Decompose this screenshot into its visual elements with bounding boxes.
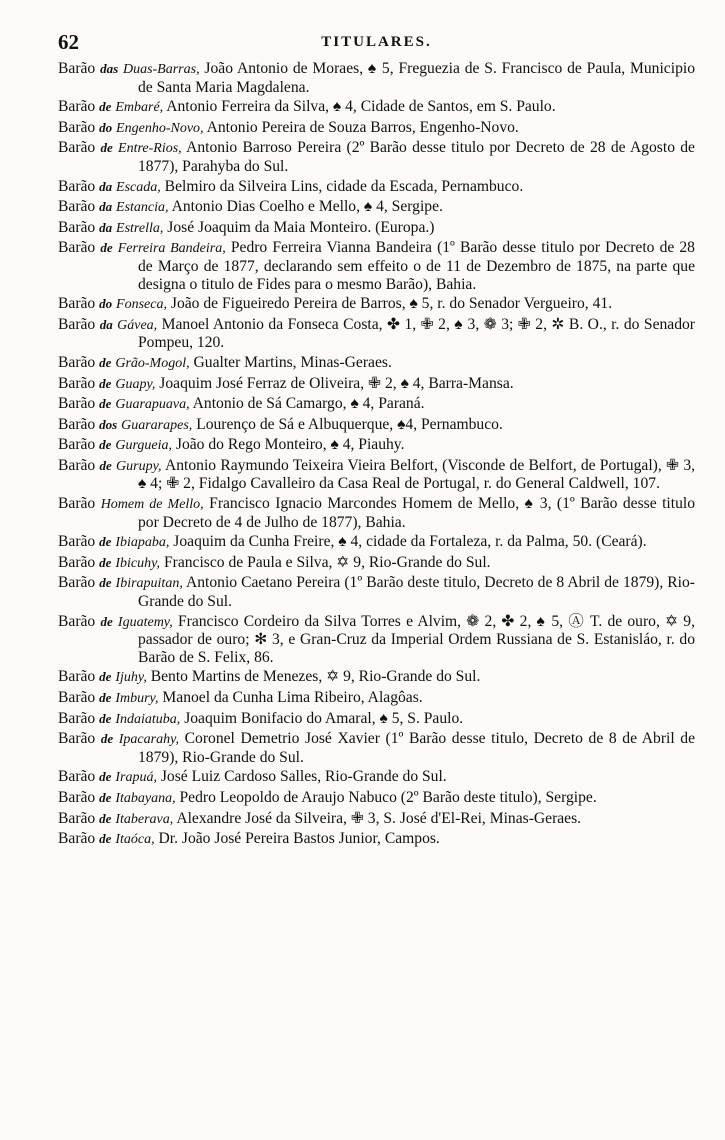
- entry-embare: Barão de Embaré, Antonio Ferreira da Silva, ♠ 4, Cidade de Santos, em S. Paulo.: [58, 98, 556, 116]
- page-number: 62: [58, 30, 79, 54]
- entry-homem-de-mello: Barão Homem de Mello, Francisco Ignacio Marcondes Homem de Mello, ♠ 3, (1º Barão desse titulo por Decreto de 4 de Julho de 1877), Bahia.: [58, 495, 696, 531]
- entry-itaoca: Barão de Itaóca, Dr. João José Pereira Bastos Junior, Campos.: [58, 830, 440, 848]
- entry-itaberava: Barão de Itaberava, Alexandre José da Silveira, ✙ 3, S. José d'El-Rei, Minas-Geraes.: [58, 809, 582, 827]
- entry-guarapuava: Barão de Guarapuava, Antonio de Sá Camargo, ♠ 4, Paraná.: [58, 395, 425, 413]
- entry-guapy: Barão de Guapy, Joaquim José Ferraz de Oliveira, ✙ 2, ♠ 4, Barra-Mansa.: [58, 374, 514, 392]
- entry-gurupy: Barão de Gurupy, Antonio Raymundo Teixeira Vieira Belfort, (Visconde de Belfort, de Portugal), ✙ 3, ♠ 4; ✙ 2, Fidalgo Cavalleiro da Casa Real de Portugal, r. do General Caldwell, 107.: [58, 456, 696, 493]
- entry-estancia: Barão da Estancia, Antonio Dias Coelho e Mello, ♠ 4, Sergipe.: [58, 198, 443, 216]
- running-title: TITULARES.: [321, 34, 432, 50]
- entry-itabayana: Barão de Itabayana, Pedro Leopoldo de Araujo Nabuco (2º Barão deste titulo), Sergipe.: [58, 788, 597, 806]
- entry-duas-barras: Barão das Duas-Barras, João Antonio de Moraes, ♠ 5, Freguezia de S. Francisco de Paula, Municipio de Santa Maria Magdalena.: [58, 60, 695, 96]
- entry-entre-rios: Barão de Entre-Rios, Antonio Barroso Pereira (2º Barão desse titulo por Decreto de 28 de Agosto de 1877), Parahyba do Sul.: [58, 139, 695, 175]
- entry-irapua: Barão de Irapuá, José Luiz Cardoso Salles, Rio-Grande do Sul.: [58, 768, 447, 786]
- entry-engenho-novo: Barão do Engenho-Novo, Antonio Pereira de Souza Barros, Engenho-Novo.: [58, 118, 519, 136]
- entry-gurgueia: Barão de Gurgueia, João do Rego Monteiro, ♠ 4, Piauhy.: [58, 436, 405, 454]
- entry-escada: Barão da Escada, Belmiro da Silveira Lins, cidade da Escada, Pernambuco.: [58, 177, 524, 195]
- entry-ibiapaba: Barão de Ibiapaba, Joaquim da Cunha Freire, ♠ 4, cidade da Fortaleza, r. da Palma, 50. (Ceará).: [58, 533, 647, 551]
- entry-fonseca: Barão do Fonseca, João de Figueiredo Pereira de Barros, ♠ 5, r. do Senador Vergueiro, 41.: [58, 295, 613, 313]
- entry-iguatemy: Barão de Iguatemy, Francisco Cordeiro da Silva Torres e Alvim, ❁ 2, ✤ 2, ♠ 5, Ⓐ T. de ouro, ✡ 9, passador de ouro; ✻ 3, e Gran-Cruz da Imperial Ordem Russiana de S. Estanisláo, r. do Barão de S. Felix, 86.: [58, 612, 696, 666]
- entry-ibicuhy: Barão de Ibicuhy, Francisco de Paula e Silva, ✡ 9, Rio-Grande do Sul.: [58, 553, 491, 571]
- entry-list: [58, 60, 695, 849]
- entry-ibirapuitan: Barão de Ibirapuitan, Antonio Caetano Pereira (1º Barão deste titulo, Decreto de 8 Abril de 1879), Rio-Grande do Sul.: [58, 574, 695, 611]
- page-header: [58, 30, 695, 56]
- entry-ferreira-bandeira: Barão de Ferreira Bandeira, Pedro Ferreira Vianna Bandeira (1º Barão desse titulo por Decreto de 28 de Março de 1877, declarando sem effeito o de 11 de Dezembro de 1875, na parte que designa o titulo de Fides para o mesmo Barão), Bahia.: [58, 239, 695, 293]
- entry-gavea: Barão da Gávea, Manoel Antonio da Fonseca Costa, ✤ 1, ✙ 2, ♠ 3, ❁ 3; ✙ 2, ✲ B. O., r. do Senador Pompeu, 120.: [58, 315, 695, 352]
- entry-imbury: Barão de Imbury, Manoel da Cunha Lima Ribeiro, Alagôas.: [58, 689, 423, 706]
- entry-grao-mogol: Barão de Grão-Mogol, Gualter Martins, Minas-Geraes.: [58, 353, 392, 371]
- entry-ipacarahy: Barão de Ipacarahy, Coronel Demetrio José Xavier (1º Barão desse titulo, Decreto de 8 de Abril de 1879), Rio-Grande do Sul.: [58, 730, 696, 766]
- entry-indaiatuba: Barão de Indaiatuba, Joaquim Bonifacio do Amaral, ♠ 5, S. Paulo.: [58, 709, 464, 727]
- entry-estrella: Barão da Estrella, José Joaquim da Maia Monteiro. (Europa.): [58, 218, 435, 236]
- entry-ijuhy: Barão de Ijuhy, Bento Martins de Menezes, ✡ 9, Rio-Grande do Sul.: [58, 668, 481, 686]
- entry-guararapes: Barão dos Guararapes, Lourenço de Sá e Albuquerque, ♠4, Pernambuco.: [58, 415, 503, 433]
